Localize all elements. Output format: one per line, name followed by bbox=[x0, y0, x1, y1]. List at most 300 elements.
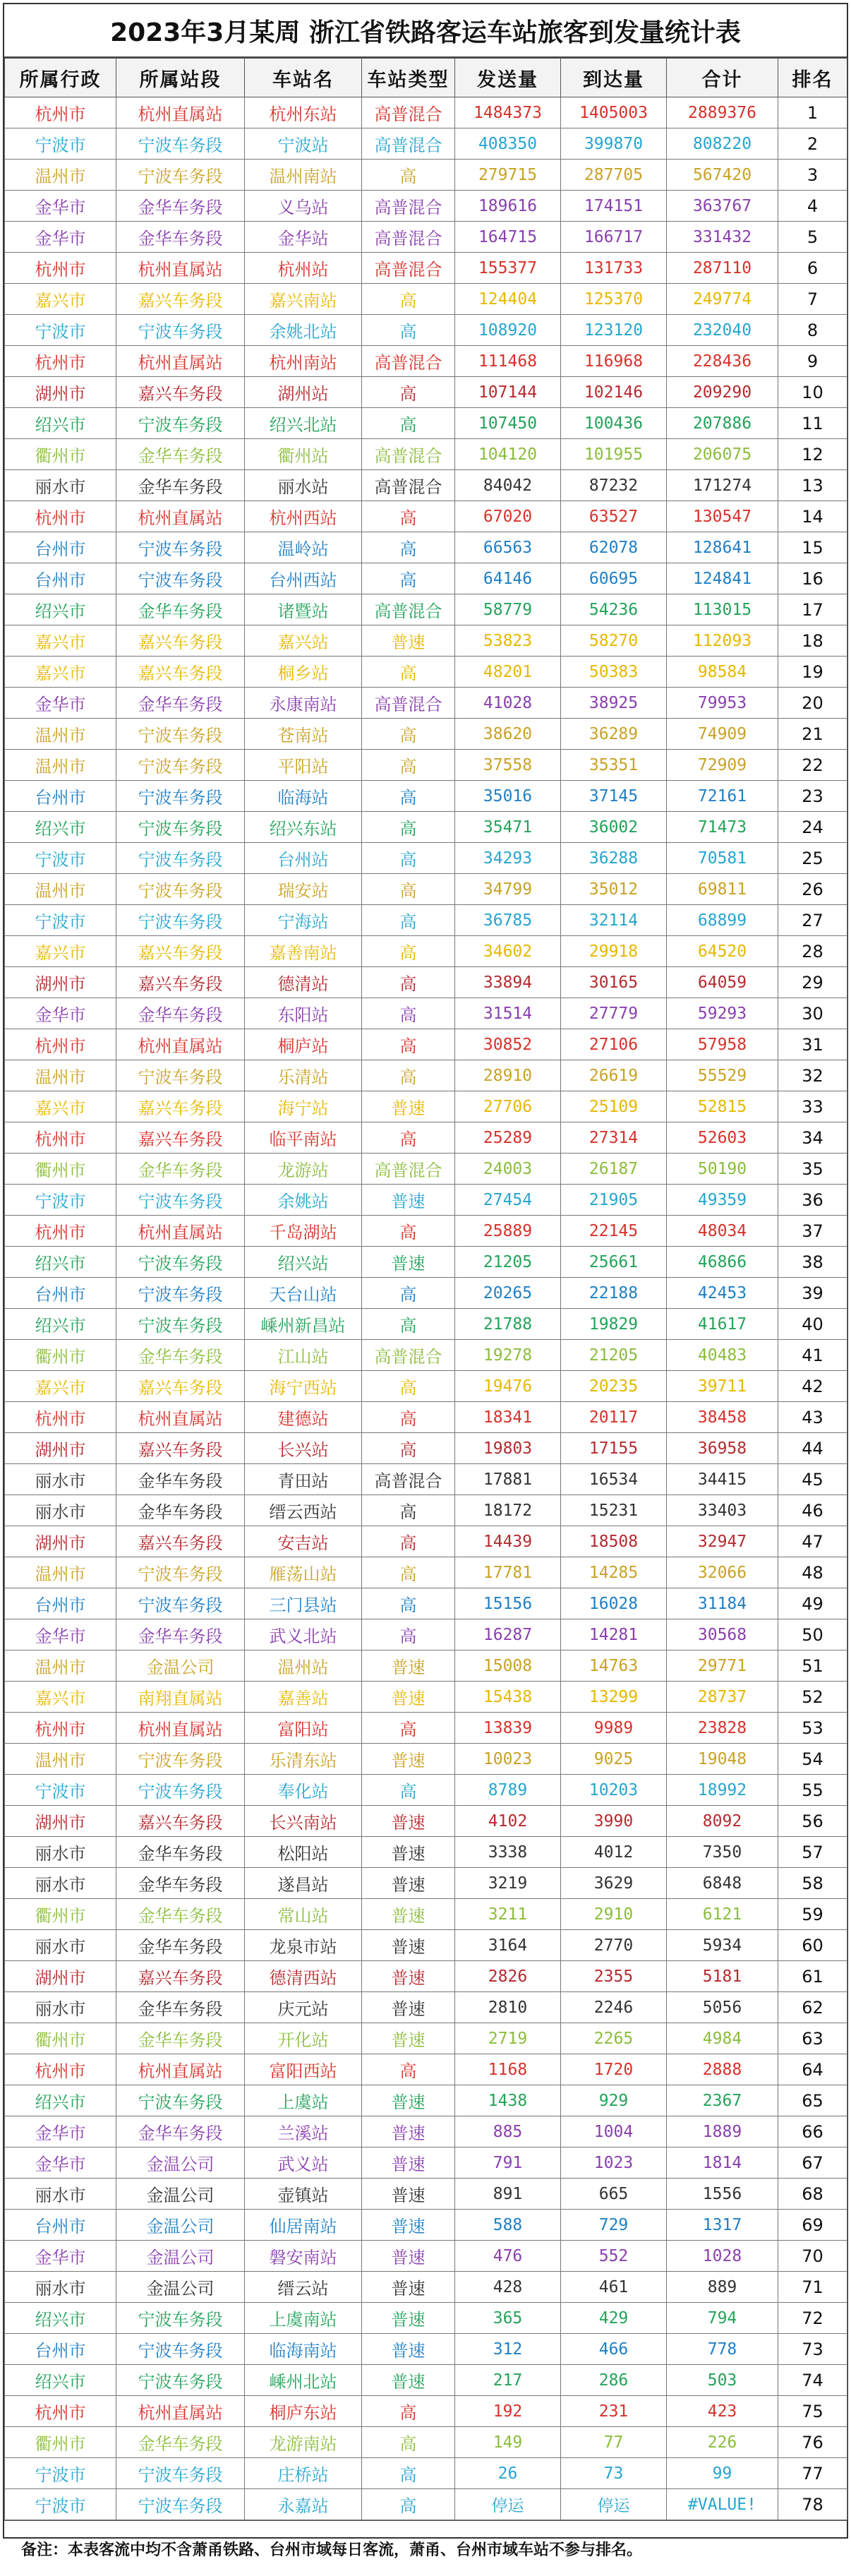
admin-region-cell: 温州市 bbox=[5, 1557, 116, 1588]
station-name-cell: 温州南站 bbox=[245, 160, 362, 191]
arrivals-cell: 36289 bbox=[561, 719, 667, 750]
station-section-cell: 金温公司 bbox=[116, 2210, 245, 2241]
station-name-cell: 千岛湖站 bbox=[245, 1216, 362, 1247]
station-name-cell: 三门县站 bbox=[245, 1588, 362, 1619]
rank-cell: 12 bbox=[778, 439, 847, 470]
station-name-cell: 义乌站 bbox=[245, 191, 362, 222]
station-name-cell: 临海南站 bbox=[245, 2334, 362, 2365]
departures-cell: 18341 bbox=[455, 1402, 561, 1433]
departures-cell: 164715 bbox=[455, 222, 561, 253]
header-arrivals: 到达量 bbox=[561, 59, 667, 97]
arrivals-cell: 19829 bbox=[561, 1309, 667, 1340]
arrivals-cell: 20117 bbox=[561, 1402, 667, 1433]
arrivals-cell: 73 bbox=[561, 2458, 667, 2489]
station-type-cell: 普速 bbox=[362, 1091, 455, 1122]
admin-region-cell: 金华市 bbox=[5, 191, 116, 222]
rank-cell: 4 bbox=[778, 191, 847, 222]
total-cell: 70581 bbox=[667, 843, 778, 874]
admin-region-cell: 温州市 bbox=[5, 750, 116, 781]
station-name-cell: 嵊州北站 bbox=[245, 2365, 362, 2396]
total-cell: 33403 bbox=[667, 1495, 778, 1526]
station-name-cell: 宁波站 bbox=[245, 128, 362, 160]
arrivals-cell: 3990 bbox=[561, 1806, 667, 1837]
admin-region-cell: 丽水市 bbox=[5, 1464, 116, 1495]
table-row bbox=[5, 2179, 847, 2210]
arrivals-cell: 35351 bbox=[561, 750, 667, 781]
station-section-cell: 金温公司 bbox=[116, 2241, 245, 2272]
total-cell: 52603 bbox=[667, 1122, 778, 1154]
table-row bbox=[5, 1930, 847, 1961]
arrivals-cell: 21205 bbox=[561, 1340, 667, 1371]
station-name-cell: 台州站 bbox=[245, 843, 362, 874]
total-cell: 794 bbox=[667, 2303, 778, 2334]
table-row bbox=[5, 1557, 847, 1588]
header-rank: 排名 bbox=[778, 59, 847, 97]
arrivals-cell: 停运 bbox=[561, 2489, 667, 2520]
rank-cell: 14 bbox=[778, 501, 847, 532]
station-name-cell: 嵊州新昌站 bbox=[245, 1309, 362, 1340]
table-row bbox=[5, 1961, 847, 1992]
arrivals-cell: 1720 bbox=[561, 2054, 667, 2085]
station-type-cell: 高 bbox=[362, 1309, 455, 1340]
station-name-cell: 长兴南站 bbox=[245, 1806, 362, 1837]
station-type-cell: 高 bbox=[362, 1402, 455, 1433]
table-row bbox=[5, 1495, 847, 1526]
total-cell: 226 bbox=[667, 2427, 778, 2458]
station-type-cell: 高 bbox=[362, 408, 455, 439]
rank-cell: 51 bbox=[778, 1651, 847, 1682]
total-cell: 206075 bbox=[667, 439, 778, 470]
station-section-cell: 嘉兴车务段 bbox=[116, 1433, 245, 1464]
departures-cell: 1168 bbox=[455, 2054, 561, 2085]
station-section-cell: 金华车务段 bbox=[116, 1154, 245, 1185]
arrivals-cell: 25109 bbox=[561, 1091, 667, 1122]
departures-cell: 64146 bbox=[455, 563, 561, 594]
total-cell: 98584 bbox=[667, 657, 778, 688]
departures-cell: 279715 bbox=[455, 160, 561, 191]
station-section-cell: 宁波车务段 bbox=[116, 1309, 245, 1340]
station-section-cell: 宁波车务段 bbox=[116, 160, 245, 191]
departures-cell: 25889 bbox=[455, 1216, 561, 1247]
arrivals-cell: 50383 bbox=[561, 657, 667, 688]
arrivals-cell: 174151 bbox=[561, 191, 667, 222]
total-cell: 8092 bbox=[667, 1806, 778, 1837]
station-section-cell: 宁波车务段 bbox=[116, 2334, 245, 2365]
total-cell: 128641 bbox=[667, 532, 778, 563]
admin-region-cell: 丽水市 bbox=[5, 470, 116, 501]
table-row bbox=[5, 2365, 847, 2396]
rank-cell: 73 bbox=[778, 2334, 847, 2365]
admin-region-cell: 宁波市 bbox=[5, 905, 116, 936]
arrivals-cell: 26187 bbox=[561, 1154, 667, 1185]
station-name-cell: 临平南站 bbox=[245, 1122, 362, 1154]
departures-cell: 21788 bbox=[455, 1309, 561, 1340]
departures-cell: 885 bbox=[455, 2116, 561, 2147]
arrivals-cell: 27779 bbox=[561, 998, 667, 1029]
station-type-cell: 高普混合 bbox=[362, 1464, 455, 1495]
admin-region-cell: 衢州市 bbox=[5, 1340, 116, 1371]
table-row bbox=[5, 532, 847, 563]
total-cell: 113015 bbox=[667, 594, 778, 625]
admin-region-cell: 绍兴市 bbox=[5, 1309, 116, 1340]
station-type-cell: 高 bbox=[362, 1495, 455, 1526]
table-row bbox=[5, 1216, 847, 1247]
total-cell: 64520 bbox=[667, 936, 778, 967]
total-cell: #VALUE! bbox=[667, 2489, 778, 2520]
rank-cell: 48 bbox=[778, 1557, 847, 1588]
station-name-cell: 余姚北站 bbox=[245, 315, 362, 346]
arrivals-cell: 20235 bbox=[561, 1371, 667, 1402]
total-cell: 50190 bbox=[667, 1154, 778, 1185]
table-row bbox=[5, 1060, 847, 1091]
rank-cell: 64 bbox=[778, 2054, 847, 2085]
admin-region-cell: 杭州市 bbox=[5, 2054, 116, 2085]
station-name-cell: 杭州南站 bbox=[245, 346, 362, 377]
station-name-cell: 壶镇站 bbox=[245, 2179, 362, 2210]
station-section-cell: 宁波车务段 bbox=[116, 1744, 245, 1775]
table-title: 2023年3月某周 浙江省铁路客运车站旅客到发量统计表 bbox=[4, 4, 847, 58]
arrivals-cell: 287705 bbox=[561, 160, 667, 191]
rank-cell: 33 bbox=[778, 1091, 847, 1122]
station-section-cell: 金华车务段 bbox=[116, 998, 245, 1029]
header-total: 合计 bbox=[667, 59, 778, 97]
total-cell: 74909 bbox=[667, 719, 778, 750]
station-type-cell: 高 bbox=[362, 1433, 455, 1464]
station-section-cell: 宁波车务段 bbox=[116, 750, 245, 781]
rank-cell: 74 bbox=[778, 2365, 847, 2396]
departures-cell: 16287 bbox=[455, 1619, 561, 1651]
station-type-cell: 高 bbox=[362, 750, 455, 781]
station-type-cell: 高 bbox=[362, 2458, 455, 2489]
station-name-cell: 兰溪站 bbox=[245, 2116, 362, 2147]
station-section-cell: 宁波车务段 bbox=[116, 719, 245, 750]
admin-region-cell: 衢州市 bbox=[5, 2023, 116, 2054]
admin-region-cell: 杭州市 bbox=[5, 2396, 116, 2427]
arrivals-cell: 26619 bbox=[561, 1060, 667, 1091]
station-section-cell: 宁波车务段 bbox=[116, 781, 245, 812]
admin-region-cell: 温州市 bbox=[5, 1060, 116, 1091]
station-name-cell: 乐清站 bbox=[245, 1060, 362, 1091]
total-cell: 1028 bbox=[667, 2241, 778, 2272]
station-section-cell: 宁波车务段 bbox=[116, 128, 245, 160]
arrivals-cell: 2910 bbox=[561, 1899, 667, 1930]
station-type-cell: 高 bbox=[362, 1588, 455, 1619]
station-name-cell: 武义站 bbox=[245, 2147, 362, 2179]
table-row bbox=[5, 2272, 847, 2303]
total-cell: 1556 bbox=[667, 2179, 778, 2210]
rank-cell: 28 bbox=[778, 936, 847, 967]
admin-region-cell: 金华市 bbox=[5, 688, 116, 719]
station-type-cell: 高 bbox=[362, 2396, 455, 2427]
data-table bbox=[4, 58, 847, 2520]
station-section-cell: 嘉兴车务段 bbox=[116, 657, 245, 688]
rank-cell: 43 bbox=[778, 1402, 847, 1433]
total-cell: 2367 bbox=[667, 2085, 778, 2116]
admin-region-cell: 绍兴市 bbox=[5, 2085, 116, 2116]
total-cell: 1814 bbox=[667, 2147, 778, 2179]
admin-region-cell: 台州市 bbox=[5, 1588, 116, 1619]
station-name-cell: 嘉善站 bbox=[245, 1682, 362, 1713]
station-name-cell: 嘉兴站 bbox=[245, 625, 362, 657]
table-row bbox=[5, 1154, 847, 1185]
footnote: 备注：本表客流中均不含萧甬铁路、台州市域每日客流，萧甬、台州市域车站不参与排名。 bbox=[4, 2520, 847, 2576]
station-section-cell: 杭州直属站 bbox=[116, 346, 245, 377]
station-name-cell: 龙游站 bbox=[245, 1154, 362, 1185]
rank-cell: 24 bbox=[778, 812, 847, 843]
station-type-cell: 高 bbox=[362, 719, 455, 750]
departures-cell: 1438 bbox=[455, 2085, 561, 2116]
total-cell: 1317 bbox=[667, 2210, 778, 2241]
table-row bbox=[5, 2147, 847, 2179]
station-name-cell: 临海站 bbox=[245, 781, 362, 812]
table-row bbox=[5, 253, 847, 284]
table-row bbox=[5, 1775, 847, 1806]
arrivals-cell: 461 bbox=[561, 2272, 667, 2303]
arrivals-cell: 60695 bbox=[561, 563, 667, 594]
total-cell: 72161 bbox=[667, 781, 778, 812]
admin-region-cell: 衢州市 bbox=[5, 439, 116, 470]
station-section-cell: 杭州直属站 bbox=[116, 1216, 245, 1247]
table-row bbox=[5, 501, 847, 532]
station-type-cell: 高 bbox=[362, 501, 455, 532]
admin-region-cell: 嘉兴市 bbox=[5, 1371, 116, 1402]
admin-region-cell: 杭州市 bbox=[5, 1713, 116, 1744]
station-name-cell: 青田站 bbox=[245, 1464, 362, 1495]
station-type-cell: 高 bbox=[362, 2427, 455, 2458]
table-row bbox=[5, 750, 847, 781]
admin-region-cell: 丽水市 bbox=[5, 1495, 116, 1526]
station-section-cell: 嘉兴车务段 bbox=[116, 377, 245, 408]
total-cell: 2889376 bbox=[667, 97, 778, 128]
rank-cell: 25 bbox=[778, 843, 847, 874]
station-section-cell: 金华车务段 bbox=[116, 439, 245, 470]
station-name-cell: 永康南站 bbox=[245, 688, 362, 719]
arrivals-cell: 22145 bbox=[561, 1216, 667, 1247]
table-row bbox=[5, 128, 847, 160]
arrivals-cell: 22188 bbox=[561, 1278, 667, 1309]
station-section-cell: 嘉兴车务段 bbox=[116, 936, 245, 967]
departures-cell: 35471 bbox=[455, 812, 561, 843]
total-cell: 5056 bbox=[667, 1992, 778, 2023]
departures-cell: 3211 bbox=[455, 1899, 561, 1930]
departures-cell: 35016 bbox=[455, 781, 561, 812]
station-name-cell: 仙居南站 bbox=[245, 2210, 362, 2241]
admin-region-cell: 温州市 bbox=[5, 719, 116, 750]
rank-cell: 34 bbox=[778, 1122, 847, 1154]
departures-cell: 189616 bbox=[455, 191, 561, 222]
station-type-cell: 高普混合 bbox=[362, 594, 455, 625]
table-row bbox=[5, 470, 847, 501]
arrivals-cell: 729 bbox=[561, 2210, 667, 2241]
admin-region-cell: 台州市 bbox=[5, 1278, 116, 1309]
table-row bbox=[5, 688, 847, 719]
departures-cell: 791 bbox=[455, 2147, 561, 2179]
total-cell: 18992 bbox=[667, 1775, 778, 1806]
station-type-cell: 普速 bbox=[362, 1651, 455, 1682]
table-row bbox=[5, 936, 847, 967]
departures-cell: 15156 bbox=[455, 1588, 561, 1619]
admin-region-cell: 丽水市 bbox=[5, 1992, 116, 2023]
departures-cell: 14439 bbox=[455, 1526, 561, 1557]
station-name-cell: 余姚站 bbox=[245, 1185, 362, 1216]
departures-cell: 33894 bbox=[455, 967, 561, 998]
station-type-cell: 高普混合 bbox=[362, 191, 455, 222]
table-row bbox=[5, 2334, 847, 2365]
departures-cell: 4102 bbox=[455, 1806, 561, 1837]
station-name-cell: 庆元站 bbox=[245, 1992, 362, 2023]
station-section-cell: 宁波车务段 bbox=[116, 2489, 245, 2520]
arrivals-cell: 16534 bbox=[561, 1464, 667, 1495]
admin-region-cell: 宁波市 bbox=[5, 1775, 116, 1806]
table-row bbox=[5, 1091, 847, 1122]
table-row bbox=[5, 408, 847, 439]
arrivals-cell: 665 bbox=[561, 2179, 667, 2210]
station-name-cell: 上虞南站 bbox=[245, 2303, 362, 2334]
rank-cell: 13 bbox=[778, 470, 847, 501]
station-type-cell: 高 bbox=[362, 1060, 455, 1091]
station-type-cell: 高普混合 bbox=[362, 1154, 455, 1185]
statistics-sheet bbox=[3, 3, 848, 2559]
rank-cell: 45 bbox=[778, 1464, 847, 1495]
table-row bbox=[5, 1029, 847, 1060]
rank-cell: 70 bbox=[778, 2241, 847, 2272]
departures-cell: 31514 bbox=[455, 998, 561, 1029]
total-cell: 249774 bbox=[667, 284, 778, 315]
total-cell: 52815 bbox=[667, 1091, 778, 1122]
departures-cell: 108920 bbox=[455, 315, 561, 346]
station-type-cell: 高 bbox=[362, 1557, 455, 1588]
total-cell: 207886 bbox=[667, 408, 778, 439]
total-cell: 32947 bbox=[667, 1526, 778, 1557]
station-name-cell: 衢州站 bbox=[245, 439, 362, 470]
total-cell: 36958 bbox=[667, 1433, 778, 1464]
table-row bbox=[5, 2241, 847, 2272]
table-row bbox=[5, 1713, 847, 1744]
admin-region-cell: 丽水市 bbox=[5, 1930, 116, 1961]
departures-cell: 3164 bbox=[455, 1930, 561, 1961]
total-cell: 72909 bbox=[667, 750, 778, 781]
station-name-cell: 天台山站 bbox=[245, 1278, 362, 1309]
arrivals-cell: 286 bbox=[561, 2365, 667, 2396]
departures-cell: 19278 bbox=[455, 1340, 561, 1371]
departures-cell: 891 bbox=[455, 2179, 561, 2210]
arrivals-cell: 14281 bbox=[561, 1619, 667, 1651]
rank-cell: 26 bbox=[778, 874, 847, 905]
arrivals-cell: 37145 bbox=[561, 781, 667, 812]
station-section-cell: 南翔直属站 bbox=[116, 1682, 245, 1713]
rank-cell: 38 bbox=[778, 1247, 847, 1278]
rank-cell: 21 bbox=[778, 719, 847, 750]
admin-region-cell: 金华市 bbox=[5, 2147, 116, 2179]
header-station-type: 车站类型 bbox=[362, 59, 455, 97]
table-row bbox=[5, 1464, 847, 1495]
rank-cell: 44 bbox=[778, 1433, 847, 1464]
rank-cell: 65 bbox=[778, 2085, 847, 2116]
station-type-cell: 高 bbox=[362, 1713, 455, 1744]
station-name-cell: 温岭站 bbox=[245, 532, 362, 563]
arrivals-cell: 58270 bbox=[561, 625, 667, 657]
admin-region-cell: 杭州市 bbox=[5, 1122, 116, 1154]
station-section-cell: 嘉兴车务段 bbox=[116, 967, 245, 998]
table-row bbox=[5, 843, 847, 874]
total-cell: 40483 bbox=[667, 1340, 778, 1371]
departures-cell: 34293 bbox=[455, 843, 561, 874]
arrivals-cell: 399870 bbox=[561, 128, 667, 160]
station-type-cell: 普速 bbox=[362, 2303, 455, 2334]
arrivals-cell: 929 bbox=[561, 2085, 667, 2116]
station-type-cell: 高 bbox=[362, 1216, 455, 1247]
total-cell: 228436 bbox=[667, 346, 778, 377]
station-type-cell: 高 bbox=[362, 657, 455, 688]
station-name-cell: 台州西站 bbox=[245, 563, 362, 594]
rank-cell: 32 bbox=[778, 1060, 847, 1091]
admin-region-cell: 湖州市 bbox=[5, 1806, 116, 1837]
arrivals-cell: 4012 bbox=[561, 1837, 667, 1868]
departures-cell: 67020 bbox=[455, 501, 561, 532]
table-row bbox=[5, 222, 847, 253]
station-name-cell: 庄桥站 bbox=[245, 2458, 362, 2489]
station-name-cell: 建德站 bbox=[245, 1402, 362, 1433]
arrivals-cell: 102146 bbox=[561, 377, 667, 408]
header-station-name: 车站名 bbox=[245, 59, 362, 97]
rank-cell: 76 bbox=[778, 2427, 847, 2458]
station-type-cell: 普速 bbox=[362, 1247, 455, 1278]
station-name-cell: 常山站 bbox=[245, 1899, 362, 1930]
arrivals-cell: 2265 bbox=[561, 2023, 667, 2054]
total-cell: 124841 bbox=[667, 563, 778, 594]
station-name-cell: 东阳站 bbox=[245, 998, 362, 1029]
arrivals-cell: 21905 bbox=[561, 1185, 667, 1216]
rank-cell: 22 bbox=[778, 750, 847, 781]
total-cell: 232040 bbox=[667, 315, 778, 346]
arrivals-cell: 27106 bbox=[561, 1029, 667, 1060]
station-section-cell: 嘉兴车务段 bbox=[116, 1526, 245, 1557]
station-name-cell: 磐安南站 bbox=[245, 2241, 362, 2272]
station-section-cell: 金华车务段 bbox=[116, 1837, 245, 1868]
station-section-cell: 宁波车务段 bbox=[116, 812, 245, 843]
station-type-cell: 高 bbox=[362, 377, 455, 408]
departures-cell: 2826 bbox=[455, 1961, 561, 1992]
admin-region-cell: 宁波市 bbox=[5, 128, 116, 160]
station-section-cell: 嘉兴车务段 bbox=[116, 625, 245, 657]
admin-region-cell: 衢州市 bbox=[5, 1154, 116, 1185]
departures-cell: 312 bbox=[455, 2334, 561, 2365]
admin-region-cell: 湖州市 bbox=[5, 377, 116, 408]
total-cell: 69811 bbox=[667, 874, 778, 905]
station-section-cell: 金华车务段 bbox=[116, 2023, 245, 2054]
departures-cell: 36785 bbox=[455, 905, 561, 936]
departures-cell: 3338 bbox=[455, 1837, 561, 1868]
station-type-cell: 普速 bbox=[362, 2116, 455, 2147]
arrivals-cell: 63527 bbox=[561, 501, 667, 532]
arrivals-cell: 1004 bbox=[561, 2116, 667, 2147]
rank-cell: 46 bbox=[778, 1495, 847, 1526]
arrivals-cell: 14285 bbox=[561, 1557, 667, 1588]
station-section-cell: 金温公司 bbox=[116, 2272, 245, 2303]
station-type-cell: 普速 bbox=[362, 2210, 455, 2241]
station-name-cell: 永嘉站 bbox=[245, 2489, 362, 2520]
arrivals-cell: 25661 bbox=[561, 1247, 667, 1278]
arrivals-cell: 2246 bbox=[561, 1992, 667, 2023]
rank-cell: 16 bbox=[778, 563, 847, 594]
station-section-cell: 宁波车务段 bbox=[116, 905, 245, 936]
departures-cell: 84042 bbox=[455, 470, 561, 501]
station-type-cell: 普速 bbox=[362, 2179, 455, 2210]
admin-region-cell: 杭州市 bbox=[5, 253, 116, 284]
station-type-cell: 普速 bbox=[362, 2085, 455, 2116]
total-cell: 503 bbox=[667, 2365, 778, 2396]
arrivals-cell: 101955 bbox=[561, 439, 667, 470]
